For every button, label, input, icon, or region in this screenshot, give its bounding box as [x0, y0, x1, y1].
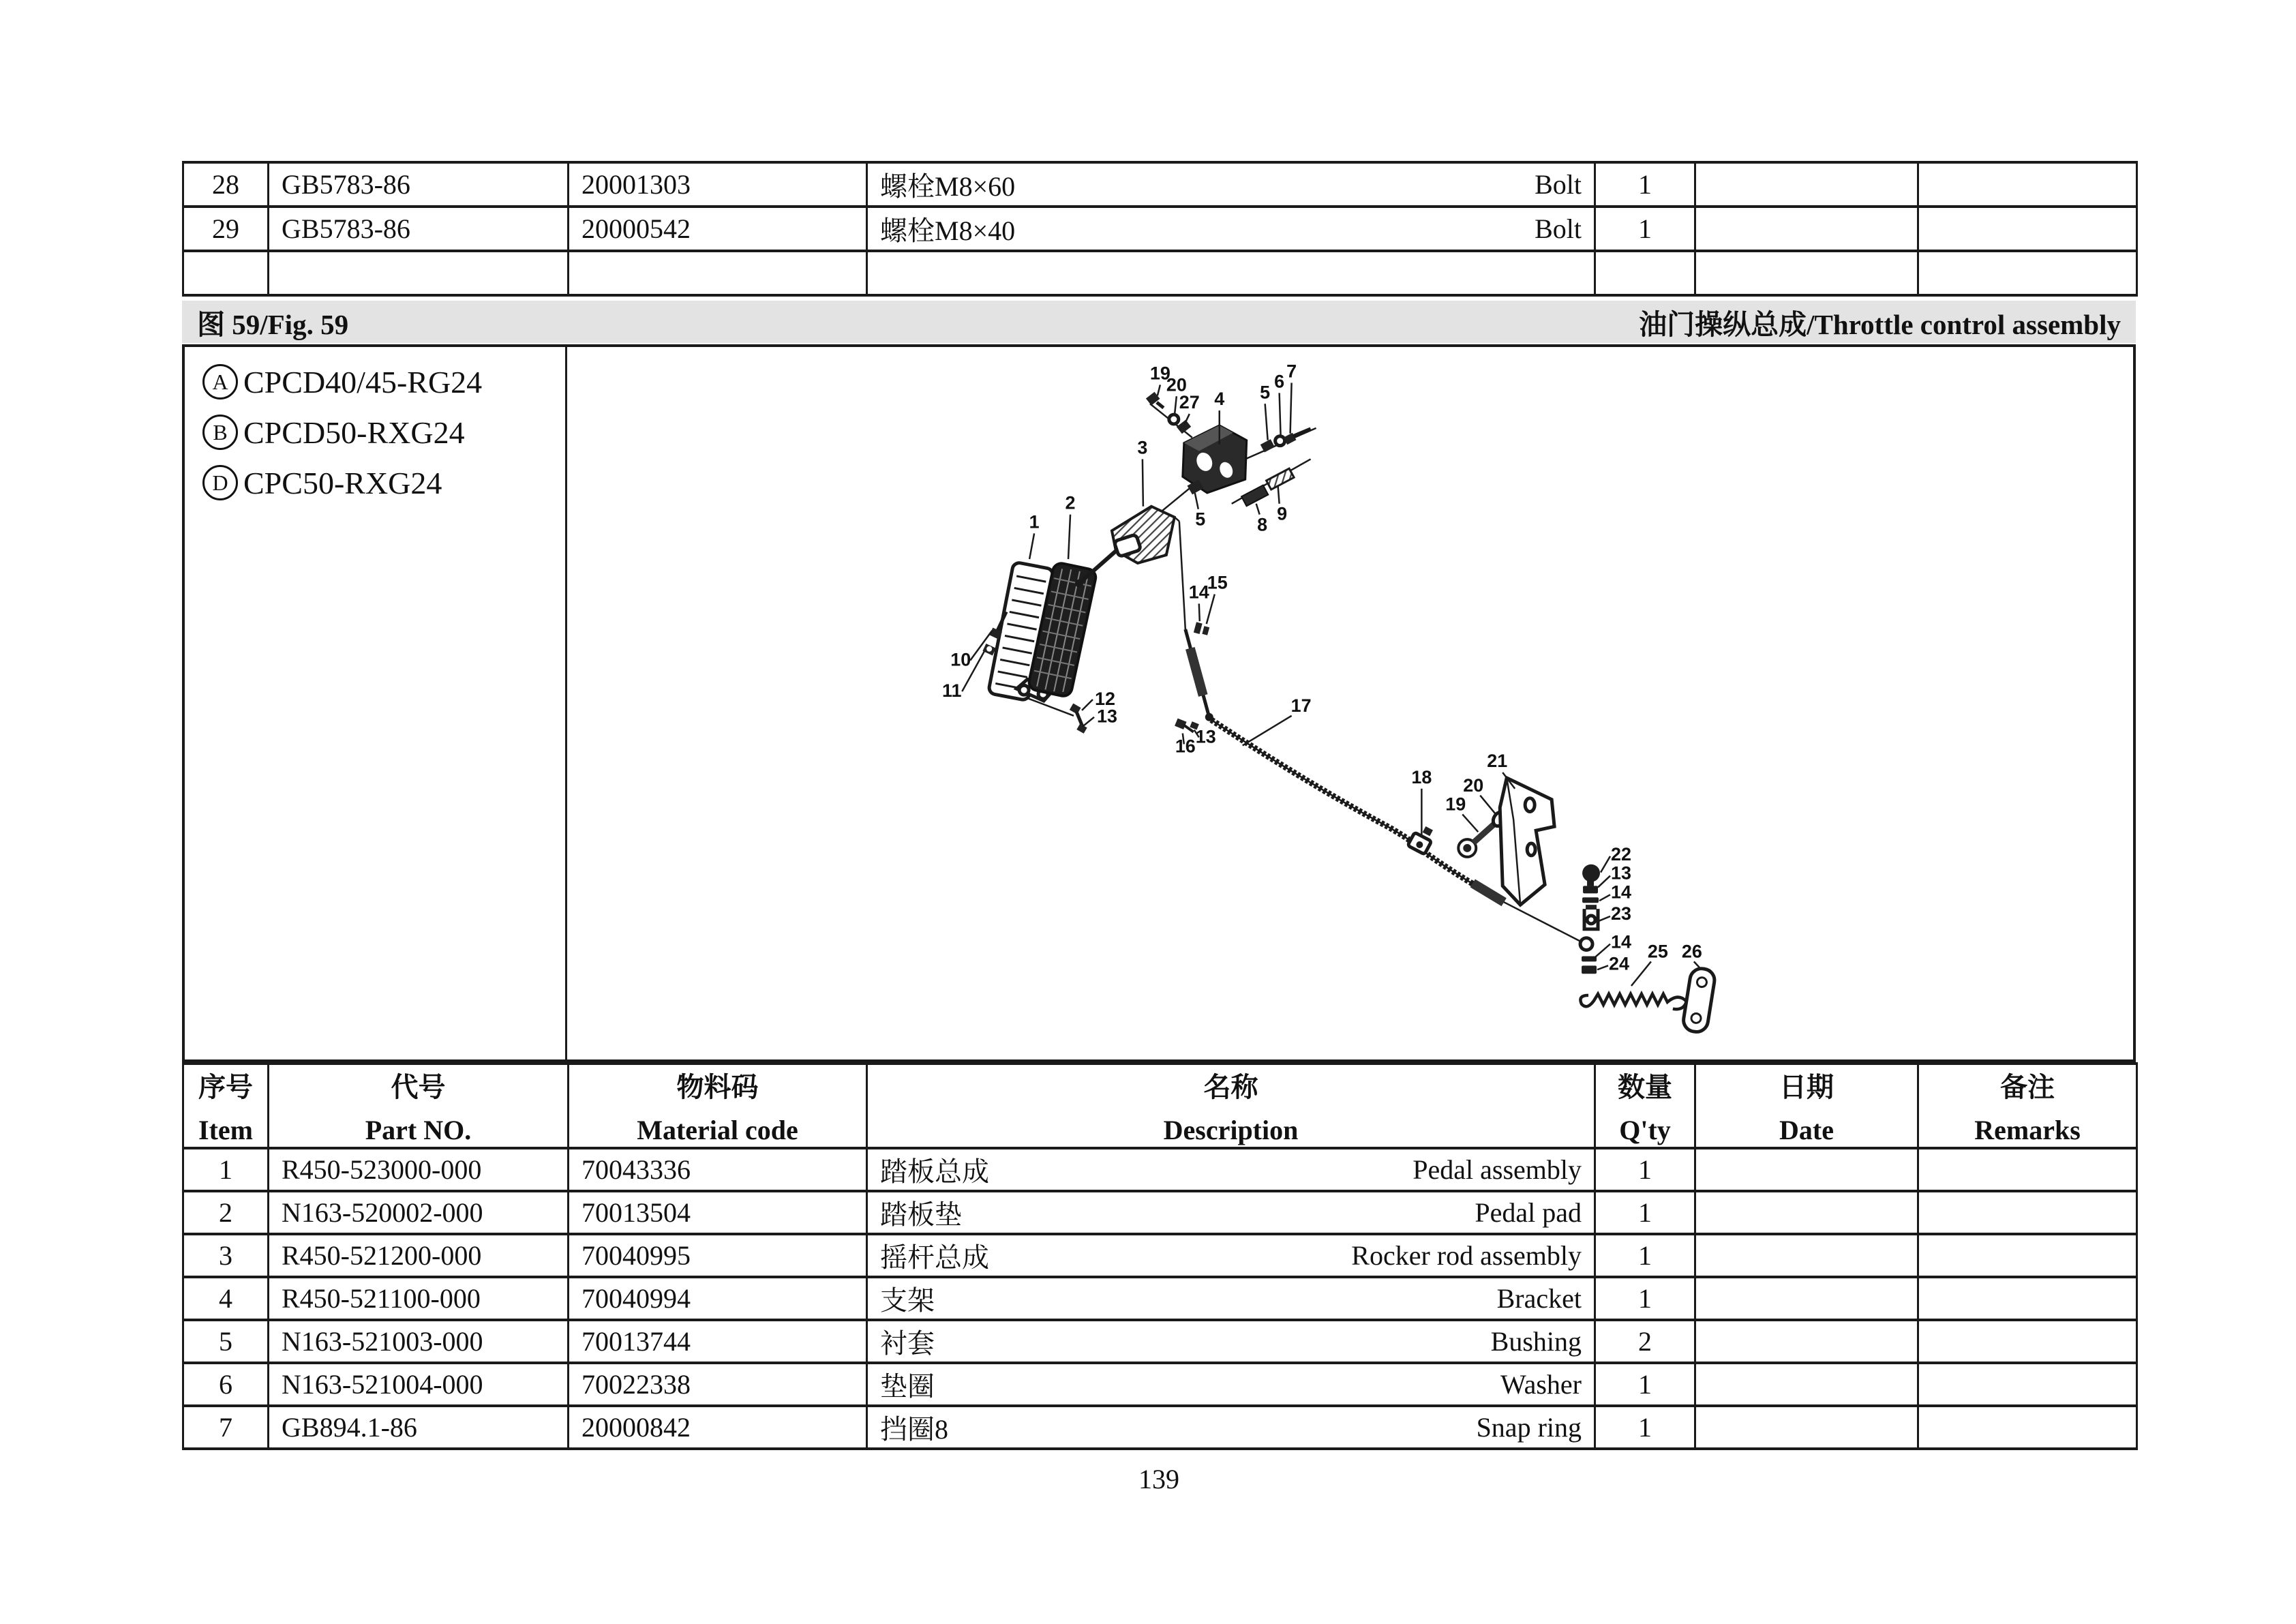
- desc-en: Bushing: [1490, 1326, 1582, 1357]
- desc-cn: 挡圈8: [880, 1414, 948, 1445]
- callout-label: 2: [1065, 492, 1076, 513]
- desc-en: Pedal assembly: [1413, 1154, 1582, 1185]
- cell-date: [1695, 1148, 1918, 1191]
- cell-qty: 1: [1595, 162, 1695, 207]
- desc-en: Rocker rod assembly: [1351, 1240, 1582, 1271]
- table-row: [183, 1148, 2137, 1191]
- callout-label: 27: [1179, 392, 1200, 413]
- desc-cn: 螺栓M8×40: [880, 215, 1016, 246]
- table-row: [183, 1406, 2137, 1449]
- desc-en: Bolt: [1535, 213, 1582, 244]
- cell-material-code: 70040994: [569, 1277, 867, 1320]
- header-cn: 物料码: [676, 1072, 759, 1102]
- cell-item: 2: [183, 1191, 269, 1234]
- model-item: [202, 357, 565, 407]
- anchor-plate-part: [1682, 967, 1716, 1034]
- cell-description: [867, 1363, 1595, 1406]
- cell-description: [867, 251, 1595, 295]
- cell-remarks: [1918, 1320, 2137, 1363]
- model-badge-icon: B: [202, 415, 238, 450]
- cell-date: [1695, 1363, 1918, 1406]
- cell-remarks: [1918, 1234, 2137, 1277]
- callout-label: 26: [1681, 941, 1702, 962]
- cell-date: [1695, 162, 1918, 207]
- cell-part-no: R450-521100-000: [269, 1277, 569, 1320]
- desc-cn: 摇杆总成: [880, 1242, 989, 1273]
- parts-table: [182, 1062, 2138, 1450]
- callout-label: 8: [1257, 514, 1268, 535]
- callout-label: 13: [1096, 706, 1117, 727]
- table-row-empty: [183, 251, 2137, 295]
- table-row: [183, 207, 2137, 251]
- cable-end-stack-parts: [1580, 864, 1600, 974]
- callout-label: 1: [1029, 511, 1040, 532]
- model-label: CPC50-RXG24: [243, 465, 442, 500]
- callout-label: 17: [1290, 695, 1312, 716]
- cell-qty: 1: [1595, 1406, 1695, 1449]
- cell-remarks: [1918, 207, 2137, 251]
- callout-label: 14: [1610, 882, 1631, 903]
- header-cn: 序号: [198, 1072, 253, 1102]
- desc-en: Bolt: [1535, 169, 1582, 200]
- callout-label: 13: [1195, 726, 1216, 747]
- cell-description: [867, 1406, 1595, 1449]
- cell-remarks: [1918, 1191, 2137, 1234]
- cell-date: [1695, 1234, 1918, 1277]
- model-item: [202, 407, 565, 457]
- spring-part: [1580, 994, 1686, 1009]
- callout-label: 12: [1094, 689, 1115, 709]
- callout-label: 6: [1274, 371, 1285, 392]
- cell-remarks: [1918, 162, 2137, 207]
- callout-label: 22: [1610, 843, 1631, 864]
- desc-cn: 螺栓M8×60: [880, 171, 1016, 202]
- header-description: [867, 1064, 1595, 1148]
- callout-label: 23: [1610, 903, 1631, 924]
- cell-qty: 1: [1595, 207, 1695, 251]
- callout-label: 21: [1487, 751, 1508, 772]
- header-part-no: [269, 1064, 569, 1148]
- table-row: [183, 1191, 2137, 1234]
- model-badge-icon: A: [202, 364, 238, 400]
- cell-item: 1: [183, 1148, 269, 1191]
- callout-label: 11: [942, 680, 962, 702]
- cell-remarks: [1918, 251, 2137, 295]
- table-row: [183, 1363, 2137, 1406]
- cell-part-no: [269, 251, 569, 295]
- callout-label: 10: [950, 649, 971, 670]
- callout-label: 14: [1610, 931, 1631, 952]
- callout-label: 19: [1445, 794, 1466, 815]
- cell-item: 7: [183, 1406, 269, 1449]
- header-en: Date: [1779, 1115, 1834, 1145]
- parts-table-header-row: [183, 1064, 2137, 1148]
- cell-qty: 1: [1595, 1363, 1695, 1406]
- cell-remarks: [1918, 1406, 2137, 1449]
- callout-label: 9: [1277, 503, 1288, 524]
- cell-part-no: R450-523000-000: [269, 1148, 569, 1191]
- cell-material-code: 70040995: [569, 1234, 867, 1277]
- cell-remarks: [1918, 1363, 2137, 1406]
- bracket-part: [1183, 425, 1247, 493]
- header-en: Q'ty: [1619, 1115, 1671, 1145]
- cell-material-code: 20000842: [569, 1406, 867, 1449]
- cell-description: [867, 207, 1595, 251]
- cell-material-code: 20001303: [569, 162, 867, 207]
- cell-description: [867, 1191, 1595, 1234]
- callout-label: 18: [1411, 766, 1432, 787]
- callout-label: 7: [1286, 361, 1297, 382]
- page-number: 139: [1138, 1464, 1179, 1494]
- header-en: Remarks: [1974, 1115, 2081, 1145]
- cell-description: [867, 162, 1595, 207]
- cell-material-code: 20000542: [569, 207, 867, 251]
- callout-label: 15: [1207, 572, 1228, 593]
- cell-description: [867, 1148, 1595, 1191]
- callout-label: 19: [1149, 363, 1170, 384]
- header-date: [1695, 1064, 1918, 1148]
- cell-remarks: [1918, 1277, 2137, 1320]
- table-row: [183, 162, 2137, 207]
- cell-part-no: N163-520002-000: [269, 1191, 569, 1234]
- callout-label: 5: [1195, 509, 1206, 530]
- cell-part-no: N163-521004-000: [269, 1363, 569, 1406]
- cell-item: 3: [183, 1234, 269, 1277]
- cell-part-no: GB5783-86: [269, 162, 569, 207]
- cell-date: [1695, 1320, 1918, 1363]
- cell-part-no: GB894.1-86: [269, 1406, 569, 1449]
- cell-item: 29: [183, 207, 269, 251]
- desc-cn: 支架: [880, 1285, 935, 1316]
- header-cn: 备注: [2000, 1072, 2055, 1102]
- cell-qty: 1: [1595, 1148, 1695, 1191]
- cell-material-code: 70043336: [569, 1148, 867, 1191]
- header-cn: 名称: [1203, 1072, 1258, 1102]
- figure-title: 油门操纵总成/Throttle control assembly: [1639, 308, 2121, 340]
- cell-part-no: GB5783-86: [269, 207, 569, 251]
- callout-label: 13: [1610, 862, 1631, 884]
- desc-en: Snap ring: [1476, 1412, 1582, 1443]
- table-row: [183, 1320, 2137, 1363]
- cell-material-code: [569, 251, 867, 295]
- desc-cn: 垫圈: [880, 1371, 935, 1402]
- rocker-rod-assembly-part: [1075, 507, 1175, 588]
- desc-cn: 踏板垫: [880, 1199, 962, 1230]
- header-remarks: [1918, 1064, 2137, 1148]
- header-material-code: [569, 1064, 867, 1148]
- callout-label: 5: [1260, 382, 1271, 403]
- figure-box: [182, 344, 2136, 1062]
- callout-label: 25: [1647, 941, 1668, 962]
- desc-cn: 衬套: [880, 1328, 935, 1359]
- cell-material-code: 70022338: [569, 1363, 867, 1406]
- header-en: Item: [198, 1115, 253, 1145]
- header-en: Description: [1163, 1115, 1299, 1145]
- throttle-assembly-drawing: [567, 347, 2133, 1059]
- figure-number: 图 59/Fig. 59: [197, 308, 349, 340]
- cable-clamp-part: [1408, 826, 1433, 854]
- callout-label: 4: [1214, 389, 1225, 410]
- desc-en: Pedal pad: [1475, 1197, 1582, 1228]
- cell-item: 4: [183, 1277, 269, 1320]
- model-label: CPCD50-RXG24: [243, 415, 465, 450]
- cell-material-code: 70013744: [569, 1320, 867, 1363]
- cell-description: [867, 1277, 1595, 1320]
- cell-date: [1695, 251, 1918, 295]
- cell-qty: 1: [1595, 1191, 1695, 1234]
- desc-en: Washer: [1500, 1369, 1582, 1400]
- cell-qty: [1595, 251, 1695, 295]
- cell-part-no: R450-521200-000: [269, 1234, 569, 1277]
- cell-item: 6: [183, 1363, 269, 1406]
- cell-item: 5: [183, 1320, 269, 1363]
- link-rod-parts: [1175, 622, 1213, 732]
- header-cn: 日期: [1779, 1072, 1834, 1102]
- header-en: Part NO.: [365, 1115, 472, 1145]
- header-item: [183, 1064, 269, 1148]
- cell-date: [1695, 1406, 1918, 1449]
- cell-date: [1695, 1191, 1918, 1234]
- cell-qty: 1: [1595, 1277, 1695, 1320]
- model-list: [185, 347, 567, 1059]
- cell-material-code: 70013504: [569, 1191, 867, 1234]
- table-row: [183, 1234, 2137, 1277]
- callout-label: 20: [1463, 775, 1484, 796]
- cell-description: [867, 1320, 1595, 1363]
- cell-part-no: N163-521003-000: [269, 1320, 569, 1363]
- cell-date: [1695, 207, 1918, 251]
- cell-description: [867, 1234, 1595, 1277]
- desc-en: Bracket: [1496, 1283, 1582, 1314]
- callout-label: 14: [1188, 582, 1209, 603]
- cell-item: [183, 251, 269, 295]
- callout-label: 3: [1137, 437, 1148, 458]
- top-continuation-table: [182, 161, 2138, 297]
- model-badge-icon: D: [202, 465, 238, 500]
- table-row: [183, 1277, 2137, 1320]
- header-cn: 代号: [391, 1072, 446, 1102]
- desc-cn: 踏板总成: [880, 1156, 989, 1187]
- callout-label: 16: [1175, 736, 1196, 757]
- cell-remarks: [1918, 1148, 2137, 1191]
- model-item: [202, 457, 565, 508]
- header-cn: 数量: [1618, 1072, 1672, 1102]
- header-qty: [1595, 1064, 1695, 1148]
- figure-header-band: [182, 301, 2136, 343]
- model-label: CPCD40/45-RG24: [243, 364, 483, 400]
- cell-item: 28: [183, 162, 269, 207]
- header-en: Material code: [637, 1115, 798, 1145]
- exploded-diagram: [567, 347, 2133, 1059]
- callout-label: 24: [1608, 953, 1629, 974]
- cell-date: [1695, 1277, 1918, 1320]
- cell-qty: 1: [1595, 1234, 1695, 1277]
- cell-qty: 2: [1595, 1320, 1695, 1363]
- callout-label: 20: [1166, 374, 1187, 395]
